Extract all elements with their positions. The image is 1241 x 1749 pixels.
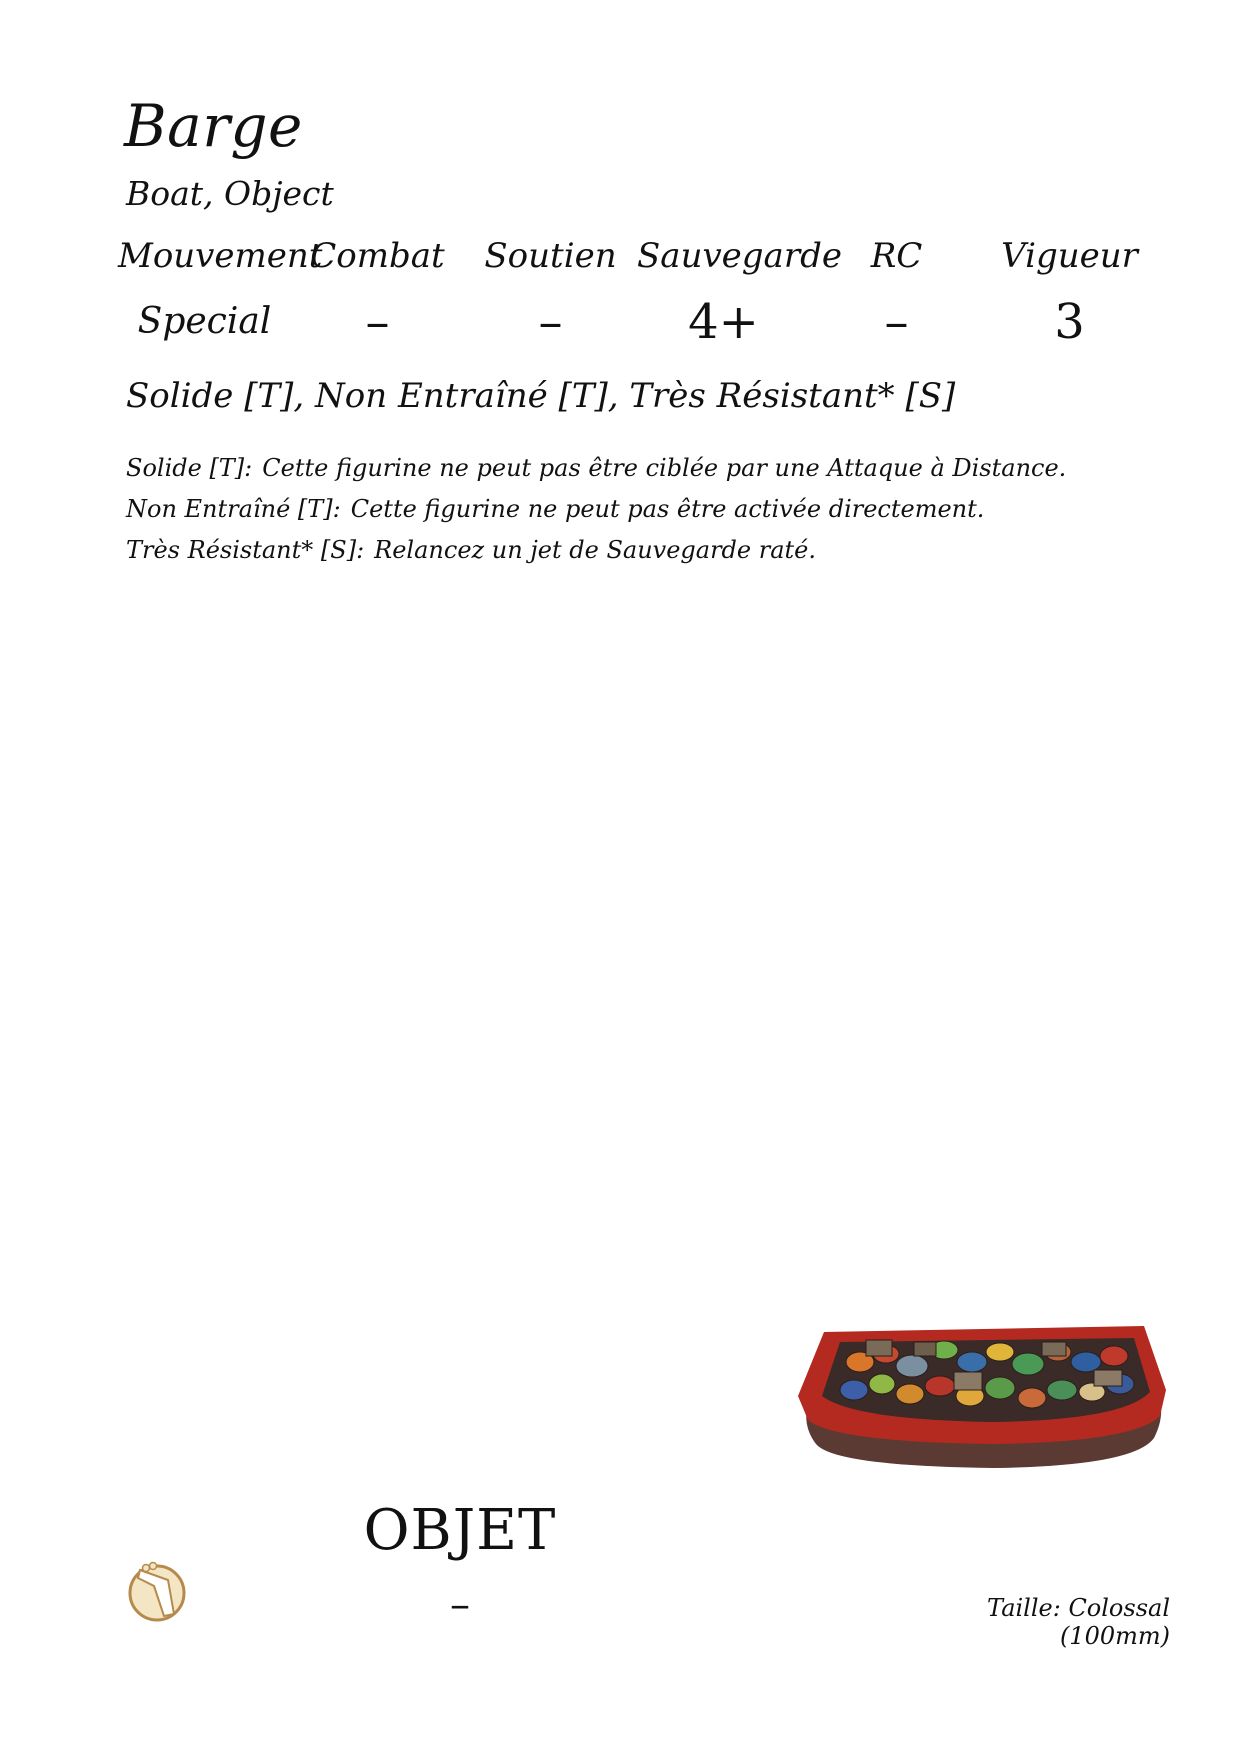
stat-header-soutien: Soutien <box>484 236 617 276</box>
stat-header-rc: RC <box>870 236 923 276</box>
stat-value-combat: – <box>365 294 390 350</box>
rule-text: Cette figurine ne peut pas être activée directement. <box>350 495 985 523</box>
stat-value-sauvegarde: 4+ <box>688 294 759 350</box>
barge-model-image <box>794 1318 1170 1478</box>
stat-value-rc: – <box>884 294 909 350</box>
stat-value-vigueur: 3 <box>1054 294 1085 350</box>
stat-value-soutien: – <box>538 294 563 350</box>
faction-logo-icon <box>124 1558 190 1624</box>
stat-value-row <box>118 292 1158 352</box>
stat-header-combat: Combat <box>310 236 445 276</box>
model-size: Taille: Colossal (100mm) <box>987 1594 1170 1650</box>
rule-name: Très Résistant* [S]: <box>126 536 365 564</box>
stat-header-vigueur: Vigueur <box>1001 236 1138 276</box>
stat-value-mouvement: Special <box>137 301 272 342</box>
rule-text: Cette figurine ne peut pas être ciblée par une Attaque à Distance. <box>262 454 1067 482</box>
rule-name: Non Entraîné [T]: <box>126 495 341 523</box>
card-title: Barge <box>124 92 303 160</box>
rules-list <box>126 448 1126 571</box>
rule-non-entraine <box>126 489 1126 530</box>
stat-header-sauvegarde: Sauvegarde <box>637 236 842 276</box>
rule-text: Relancez un jet de Sauvegarde raté. <box>374 536 817 564</box>
stat-table <box>118 236 1158 352</box>
rule-name: Solide [T]: <box>126 454 253 482</box>
category-value: – <box>450 1582 470 1628</box>
stat-header-mouvement: Mouvement <box>118 236 323 276</box>
rule-solide <box>126 448 1126 489</box>
traits-line: Solide [T], Non Entraîné [T], Très Résistant* [S] <box>126 376 956 416</box>
category-label: OBJET <box>363 1498 557 1563</box>
stat-header-row <box>118 236 1158 276</box>
card-types: Boat, Object <box>126 174 334 213</box>
rule-tres-resistant <box>126 530 1126 571</box>
